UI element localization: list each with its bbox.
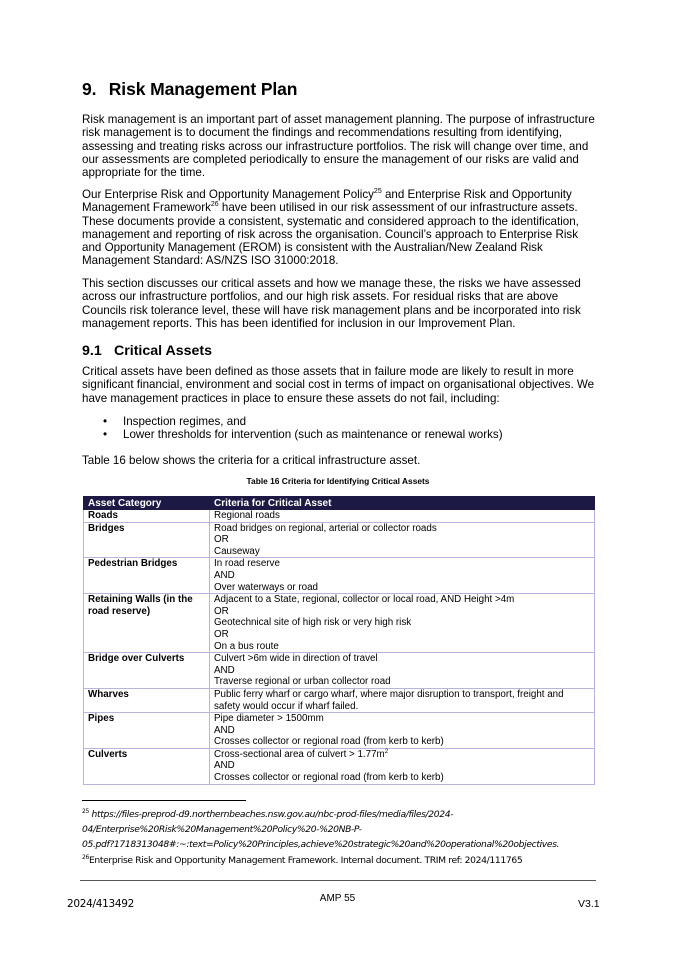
version-label: V3.1 [578, 898, 600, 910]
practices-list [82, 415, 597, 442]
table-row [84, 653, 595, 689]
bullet-icon: • [103, 415, 108, 428]
footnote-number: 25 [82, 808, 89, 815]
criteria-cell [210, 510, 595, 523]
criteria-line: AND [214, 664, 235, 676]
list-item [82, 428, 597, 441]
list-item-text: Inspection regimes, and [123, 415, 247, 428]
superscript: 2 [384, 748, 389, 755]
criteria-line: Road bridges on regional, arterial or collector roads [214, 522, 437, 534]
asset-category-cell: Bridges [84, 522, 210, 558]
criteria-line: OR [214, 605, 229, 617]
asset-category-cell: Wharves [84, 688, 210, 712]
footnote-text: Enterprise Risk and Opportunity Management Framework. Internal document. TRIM ref: 2024/111765 [88, 854, 523, 866]
criteria-line: On a bus route [214, 640, 279, 652]
criteria-line: Over waterways or road [214, 581, 318, 593]
criteria-cell [210, 748, 595, 784]
criteria-line: AND [214, 569, 235, 581]
table-row [84, 594, 595, 653]
footnote-25-cont [82, 837, 602, 852]
section-title: Risk Management Plan [108, 79, 298, 99]
paragraph-table-intro: Table 16 below shows the criteria for a critical infrastructure asset. [82, 454, 421, 467]
page-number: AMP 55 [319, 893, 356, 904]
footnote-ref-26[interactable]: 26 [210, 201, 219, 209]
bullet-icon: • [103, 428, 108, 442]
criteria-line: Adjacent to a State, regional, collector or local road, AND Height >4m [214, 594, 515, 606]
criteria-line: Crosses collector or regional road (from kerb to kerb) [214, 772, 444, 784]
section-number: 9. [82, 79, 97, 99]
criteria-line: Causeway [214, 545, 260, 557]
criteria-line: In road reserve [214, 558, 280, 570]
criteria-cell [210, 558, 595, 594]
footnote-link-line[interactable]: 04/Enterprise%20Risk%20Management%20Policy%20-%20NB-P- [82, 824, 362, 836]
paragraph-policy-text-b: and Enterprise Risk and Opportunity Management Framework [82, 188, 572, 215]
criteria-line: safety would occur if wharf failed. [214, 700, 359, 712]
footnote-25-cont [82, 822, 602, 837]
paragraph-policy [82, 188, 597, 268]
footnotes [82, 807, 602, 868]
table-caption: Table 16 Criteria for Identifying Critical Assets [246, 476, 430, 486]
footnote-ref-25[interactable]: 25 [373, 188, 382, 195]
criteria-line: Public ferry wharf or cargo wharf, where major disruption to transport, freight and [214, 688, 564, 700]
asset-category-cell: Bridge over Culverts [84, 653, 210, 689]
subsection-heading [82, 343, 212, 359]
paragraph-policy-text-c: have been utilised in our risk assessment of our infrastructure assets. These documents provide a consistent, systematic and considered approach to the identification, management and reporting of risk across the organisation. Council’s approach to Enterprise Risk and Opportunity Management (EROM) is consistent with the Australian/New Zealand Risk Management Standard: AS/NZS ISO 31000:2018. [82, 201, 579, 268]
footnote-25 [82, 807, 602, 822]
footnote-separator [82, 800, 246, 801]
asset-category-cell: Pedestrian Bridges [84, 558, 210, 594]
criteria-line: AND [214, 724, 235, 736]
footnote-link-line[interactable]: https://files-preprod-d9.northernbeaches.nsw.gov.au/nbc-prod-files/media/files/2024- [91, 809, 454, 820]
footnote-26 [82, 853, 602, 868]
criteria-line: Pipe diameter > 1500mm [214, 713, 324, 725]
footnote-link-line[interactable]: 05.pdf?1718313048#:~:text=Policy%20Principles,achieve%20strategic%20and%20operational%20objectives. [82, 839, 560, 851]
table-row [84, 558, 595, 594]
asset-category-cell: Pipes [84, 713, 210, 749]
criteria-line: Culvert >6m wide in direction of travel [214, 653, 378, 665]
column-header-asset-category: Asset Category [84, 497, 210, 510]
column-header-criteria: Criteria for Critical Asset [210, 497, 595, 510]
paragraph-section-overview: This section discusses our critical assets and how we manage these, the risks we have assessed across our infrastructure portfolios, and our high risk assets. For residual risks that are above Councils risk tolerance level, these will have risk management plans and be incorporated into risk management reports. This has been identified for inclusion in our Improvement Plan. [82, 277, 581, 330]
footer-separator [80, 880, 596, 881]
subsection-number: 9.1 [82, 343, 102, 359]
criteria-cell [210, 522, 595, 558]
list-item [82, 415, 597, 428]
paragraph-intro: Risk management is an important part of asset management planning. The purpose of infrastructure risk management is to document the findings and recommendations resulting from identifying, assessing and treating risks across our infrastructure portfolios. The risk will change over time, and our assessments are completed periodically to ensure the management of our risks are valid and appropriate for the time. [82, 113, 595, 180]
criteria-line: Traverse regional or urban collector road [214, 676, 391, 688]
critical-assets-table [83, 496, 595, 785]
criteria-cell [210, 713, 595, 749]
paragraph-policy-text-a: Our Enterprise Risk and Opportunity Management Policy [82, 188, 374, 201]
table-row [84, 748, 595, 784]
asset-category-cell: Roads [84, 510, 210, 523]
criteria-line-text: Cross-sectional area of culvert > 1.77m [214, 748, 385, 760]
section-heading [82, 79, 297, 100]
criteria-line: Crosses collector or regional road (from kerb to kerb) [214, 736, 444, 748]
table-row [84, 688, 595, 712]
criteria-line [214, 749, 590, 761]
paragraph-critical-assets: Critical assets have been defined as those assets that in failure mode are likely to result in more significant financial, environment and social cost in terms of impact on organisational objectives. We have management practices in place to ensure these assets do not fail, including: [82, 365, 595, 405]
list-item-text: Lower thresholds for intervention (such as maintenance or renewal works) [123, 428, 503, 442]
table-row [84, 713, 595, 749]
criteria-line: OR [214, 534, 229, 546]
criteria-cell [210, 688, 595, 712]
criteria-line: Regional roads [214, 510, 280, 521]
asset-category-cell: Retaining Walls (in the road reserve) [84, 594, 210, 653]
subsection-title: Critical Assets [114, 343, 213, 359]
criteria-cell [210, 653, 595, 689]
document-reference: 2024/413492 [67, 898, 135, 910]
footnote-number: 26 [82, 853, 89, 861]
table-row [84, 522, 595, 558]
criteria-cell [210, 594, 595, 653]
asset-category-cell: Culverts [84, 748, 210, 784]
criteria-line: Geotechnical site of high risk or very high risk [214, 617, 412, 629]
criteria-line: AND [214, 760, 235, 772]
table-header-row [84, 497, 595, 510]
criteria-line: OR [214, 628, 229, 640]
table-row [84, 510, 595, 523]
